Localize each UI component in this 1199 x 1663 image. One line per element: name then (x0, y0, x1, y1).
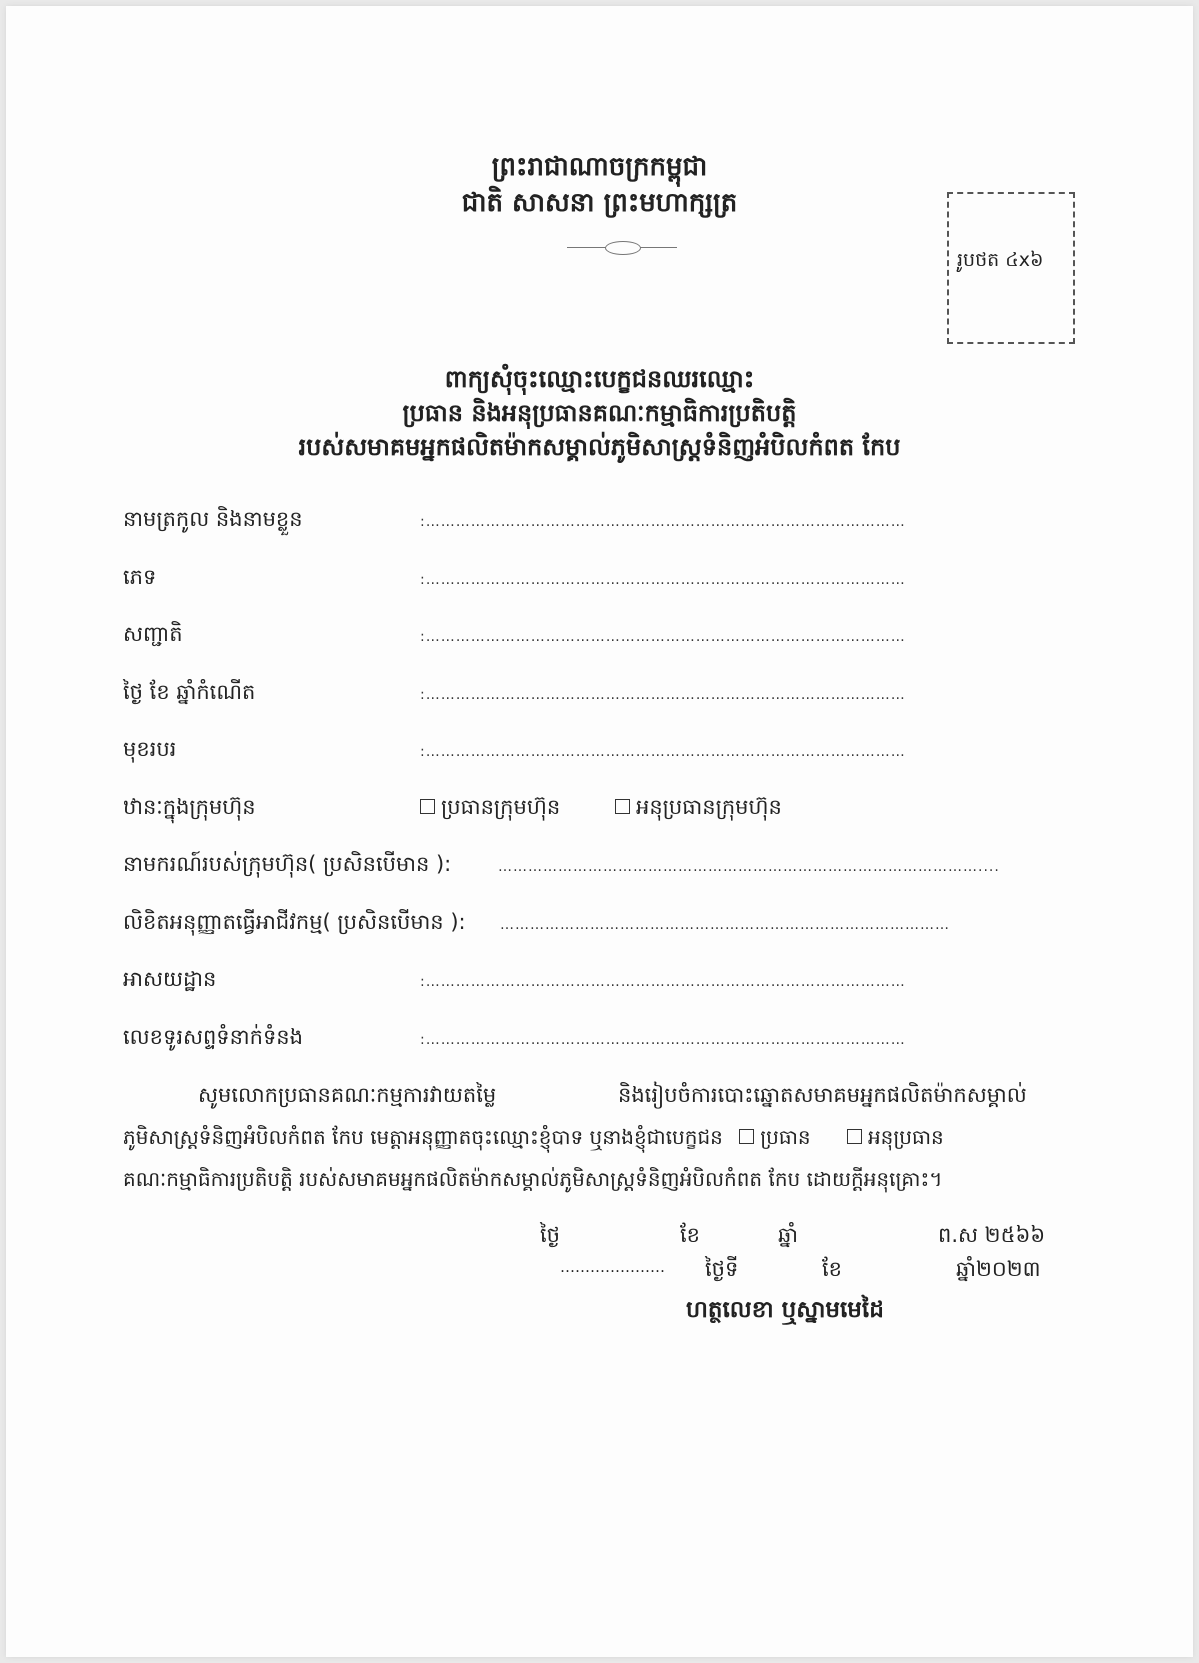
checkbox-label: ប្រធាន (760, 1125, 811, 1149)
checkbox-icon[interactable] (615, 799, 630, 814)
buddhist-era-label: ព.ស ២៥៦៦ (938, 1223, 1046, 1247)
kingdom-heading: ព្រះរាជាណាចក្រកម្ពុជា (491, 152, 708, 182)
lunar-year-label: ឆ្នាំ (778, 1223, 798, 1247)
field-input-phone[interactable]: :…………………………………………………………………………………… (420, 1032, 906, 1048)
field-label-business-license: លិខិតអនុញ្ញាតធ្វើអាជីវកម្ម( ប្រសិនបើមាន ): (123, 910, 466, 934)
request-text-line-1b: និងរៀបចំការបោះឆ្នោតសមាគមអ្នកផលិតម៉ាកសម្គាល់ (618, 1083, 1027, 1107)
solar-year-label: ឆ្នាំ២០២៣ (956, 1257, 1041, 1281)
field-input-business-license[interactable]: ……………………………………………………………………………… (500, 917, 950, 933)
field-label-address: អាសយដ្ឋាន (123, 967, 217, 991)
form-title-line-3: របស់សមាគមអ្នកផលិតម៉ាកសម្គាល់ភូមិសាស្ត្រទំនិញអំបិលកំពត កែប (298, 433, 901, 461)
national-motto: ជាតិ សាសនា ព្រះមហាក្សត្រ (461, 188, 738, 218)
photo-placeholder (947, 192, 1075, 344)
checkbox-label: អនុប្រធាន (867, 1125, 944, 1149)
field-input-nationality[interactable]: :…………………………………………………………………………………… (420, 629, 906, 645)
checkbox-company-president[interactable] (420, 794, 560, 825)
request-text-line-2a: ភូមិសាស្ត្រទំនិញអំបិលកំពត កែប មេត្តាអនុញ្ញាតចុះឈ្មោះខ្ញុំបាទ ឬនាងខ្ញុំជាបេក្ខជន (123, 1125, 723, 1149)
field-input-company-name[interactable]: …………………………………………………………………………………….... (498, 859, 1000, 875)
field-label-nationality: សញ្ជាតិ (123, 622, 183, 646)
solar-month-label: ខែ (822, 1257, 842, 1281)
field-label-occupation: មុខរបរ (123, 737, 177, 761)
checkbox-icon[interactable] (420, 799, 435, 814)
field-label-full-name: នាមត្រកូល និងនាមខ្លួន (123, 507, 303, 531)
solar-date-blank[interactable]: ………………… (560, 1258, 665, 1276)
field-input-full-name[interactable]: :…………………………………………………………………………………… (420, 514, 906, 530)
checkbox-label: ប្រធានក្រុមហ៊ុន (441, 795, 561, 819)
photo-label: រូបថត ៤x៦ (957, 249, 1044, 271)
field-label-company-name: នាមករណ៍របស់ក្រុមហ៊ុន( ប្រសិនបើមាន ): (123, 852, 452, 876)
field-label-company-position: ឋានៈក្នុងក្រុមហ៊ុន (123, 795, 256, 819)
field-label-phone: លេខទូរសព្ទទំនាក់ទំនង (123, 1025, 303, 1049)
checkbox-candidate-vice-president[interactable] (847, 1129, 862, 1144)
form-title-line-2: ប្រធាន និងអនុប្រធានគណៈកម្មាធិការប្រតិបត្តិ (402, 399, 797, 427)
checkbox-label: អនុប្រធានក្រុមហ៊ុន (636, 795, 782, 819)
checkbox-company-vice-president[interactable] (615, 794, 782, 825)
lunar-month-label: ខែ (680, 1223, 700, 1247)
field-input-date-of-birth[interactable]: :…………………………………………………………………………………… (420, 687, 906, 703)
solar-day-label: ថ្ងៃទី (705, 1257, 739, 1281)
field-input-occupation[interactable]: :…………………………………………………………………………………… (420, 744, 906, 760)
request-text-line-2 (123, 1124, 944, 1154)
checkbox-candidate-president[interactable] (739, 1129, 754, 1144)
ornament-icon (605, 241, 641, 255)
request-text-line-3: គណៈកម្មាធិការប្រតិបត្តិ របស់សមាគមអ្នកផលិតម៉ាកសម្គាល់ភូមិសាស្ត្រទំនិញអំបិលកំពត កែប ដោយក្តីអនុគ្រោះ។ (123, 1167, 943, 1191)
lunar-day-label: ថ្ងៃ (540, 1223, 560, 1247)
request-text-line-1a: សូមលោកប្រធានគណៈកម្មការវាយតម្លៃ (198, 1083, 497, 1107)
signature-label: ហត្ថលេខា ឬស្នាមមេដៃ (686, 1297, 884, 1323)
field-label-gender: ភេទ (123, 565, 157, 589)
field-label-date-of-birth: ថ្ងៃ ខែ ឆ្នាំកំណើត (123, 680, 256, 704)
form-title-line-1: ពាក្យសុំចុះឈ្មោះបេក្ខជនឈរឈ្មោះ (444, 365, 755, 393)
field-input-address[interactable]: :…………………………………………………………………………………… (420, 974, 906, 990)
field-input-gender[interactable]: :…………………………………………………………………………………… (420, 572, 906, 588)
